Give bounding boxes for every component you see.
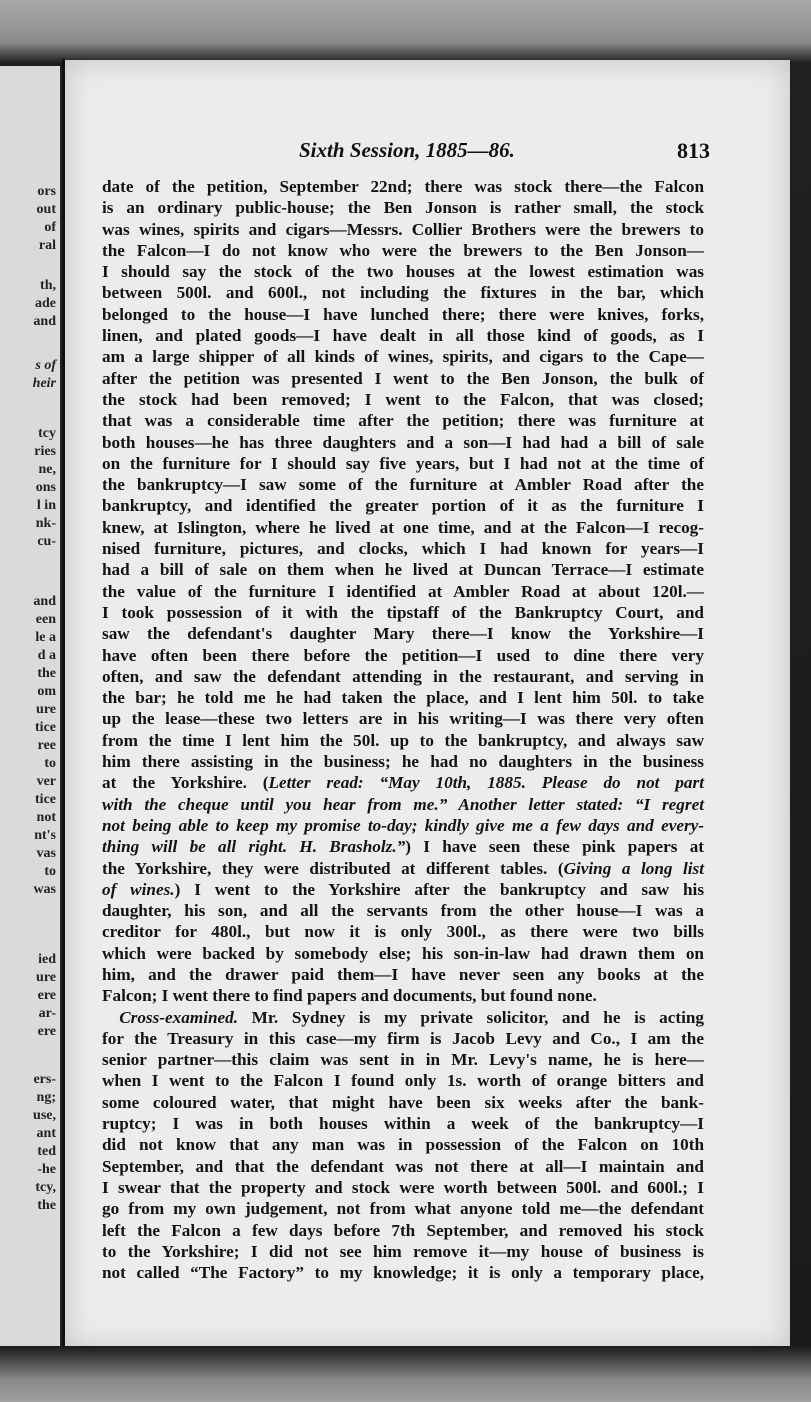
page-number: 813 bbox=[677, 138, 710, 163]
text-run: go from my own judgement, not from what anyone told me—the defendant bbox=[102, 1199, 704, 1219]
text-run: that was a considerable time after the petition; there was furniture at bbox=[102, 411, 704, 431]
text-run: senior partner—this claim was sent in in Mr. Levy's name, he is here— bbox=[102, 1050, 704, 1070]
facing-page-fragment: ral bbox=[38, 238, 56, 253]
facing-page-fragment: ied bbox=[38, 952, 56, 967]
text-line bbox=[102, 282, 704, 303]
text-line bbox=[102, 964, 704, 985]
text-line bbox=[102, 325, 704, 346]
text-run: nised furniture, pictures, and clocks, which I had known for years—I bbox=[102, 539, 704, 559]
facing-page-fragment: to bbox=[44, 864, 56, 879]
text-line bbox=[102, 1220, 704, 1241]
text-line bbox=[102, 900, 704, 921]
document-page bbox=[62, 58, 790, 1350]
text-run: the value of the furniture I identified at Ambler Road at about 120l.— bbox=[102, 581, 704, 601]
facing-page-fragment: d a bbox=[37, 648, 56, 663]
text-line bbox=[102, 1241, 704, 1262]
text-line bbox=[102, 1092, 704, 1113]
text-run: ) I went to the Yorkshire after the bankruptcy and saw his bbox=[174, 879, 705, 899]
text-run: am a large shipper of all kinds of wines, spirits, and cigars to the Cape— bbox=[102, 347, 704, 367]
text-line bbox=[102, 559, 704, 580]
text-run: from the time I lent him the 50l. up to the bankruptcy, and always saw bbox=[102, 730, 704, 750]
text-line bbox=[102, 304, 704, 325]
facing-page-fragment: tcy, bbox=[35, 1180, 56, 1195]
text-run: him there assisting in the business; he had no daughters in the business bbox=[102, 752, 704, 772]
text-line bbox=[102, 623, 704, 644]
facing-page-edge bbox=[0, 66, 63, 1346]
text-line bbox=[102, 1156, 704, 1177]
facing-page-fragment: out bbox=[36, 202, 56, 217]
text-line bbox=[102, 858, 704, 879]
body-text bbox=[102, 176, 704, 1283]
text-run: September, and that the defendant was not there at all—I maintain and bbox=[102, 1156, 704, 1176]
text-line bbox=[102, 1134, 704, 1155]
facing-page-fragment: was bbox=[33, 882, 56, 897]
text-run: the Falcon—I do not know who were the brewers to the Ben Jonson— bbox=[102, 240, 704, 260]
facing-page-fragment: ries bbox=[34, 444, 56, 459]
text-run: was wines, spirits and cigars—Messrs. Collier Brothers were the brewers to bbox=[102, 219, 704, 239]
text-run: between 500l. and 600l., not including the fixtures in the bar, which bbox=[102, 283, 704, 303]
text-line bbox=[102, 602, 704, 623]
facing-page-fragment: use, bbox=[33, 1108, 56, 1123]
text-run: did not know that any man was in possession of the Falcon on 10th bbox=[102, 1135, 704, 1155]
facing-page-fragment: ade bbox=[35, 296, 56, 311]
facing-page-fragment: ers- bbox=[33, 1072, 56, 1087]
text-run: I took possession of it with the tipstaff of the Bankruptcy Court, and bbox=[102, 602, 704, 622]
text-line bbox=[102, 261, 704, 282]
facing-page-fragment: the bbox=[37, 666, 56, 681]
facing-page-fragment: heir bbox=[32, 376, 56, 391]
running-head: Sixth Session, 1885—86. bbox=[299, 138, 515, 162]
text-line bbox=[102, 197, 704, 218]
facing-page-fragment: of bbox=[44, 220, 56, 235]
facing-page-fragment: ant bbox=[36, 1126, 56, 1141]
text-run: left the Falcon a few days before 7th September, and removed his stock bbox=[102, 1220, 704, 1240]
italic-text: with the cheque until you hear from me.” Another letter stated: “I regret bbox=[102, 794, 704, 814]
facing-page-fragment: ere bbox=[37, 1024, 56, 1039]
italic-text: Letter read: “May 10th, 1885. Please do not part bbox=[268, 773, 704, 793]
text-line bbox=[102, 1028, 704, 1049]
facing-page-fragment: le a bbox=[35, 630, 56, 645]
text-line bbox=[102, 1177, 704, 1198]
text-run: creditor for 480l., but now it is only 300l., as there were two bills bbox=[102, 922, 704, 942]
text-line bbox=[102, 517, 704, 538]
facing-page-fragment: ors bbox=[37, 184, 56, 199]
text-line bbox=[102, 708, 704, 729]
italic-text: Cross-examined. bbox=[102, 1007, 239, 1027]
facing-page-fragment: ng; bbox=[36, 1090, 56, 1105]
text-line bbox=[102, 943, 704, 964]
facing-page-fragment: ere bbox=[37, 988, 56, 1003]
text-run: not called “The Factory” to my knowledge; it is only a temporary place, bbox=[102, 1263, 704, 1283]
facing-page-fragment: th, bbox=[40, 278, 56, 293]
text-line bbox=[102, 645, 704, 666]
text-run: have often been there before the petition—I used to dine there very bbox=[102, 645, 704, 665]
text-run: up the lease—these two letters are in his writing—I was there very often bbox=[102, 709, 704, 729]
text-run: knew, at Islington, where he lived at one time, and at the Falcon—I recog- bbox=[102, 517, 704, 537]
text-line bbox=[102, 346, 704, 367]
facing-page-fragment: not bbox=[36, 810, 56, 825]
italic-text: Giving a long list bbox=[563, 858, 704, 878]
text-line bbox=[102, 751, 704, 772]
text-run: daughter, his son, and all the servants from the other house—I was a bbox=[102, 901, 704, 921]
text-run: the bankruptcy—I saw some of the furniture at Ambler Road after the bbox=[102, 475, 704, 495]
text-run: for the Treasury in this case—my firm is Jacob Levy and Co., I am the bbox=[102, 1028, 704, 1048]
text-run: date of the petition, September 22nd; there was stock there—the Falcon bbox=[102, 177, 704, 196]
text-run: Falcon; I went there to find papers and documents, but found none. bbox=[102, 986, 597, 1006]
facing-page-fragment: vas bbox=[36, 846, 56, 861]
text-run: is an ordinary public-house; the Ben Jonson is rather small, the stock bbox=[102, 198, 704, 218]
text-line bbox=[102, 581, 704, 602]
text-line bbox=[102, 368, 704, 389]
text-run: I swear that the property and stock were worth between 500l. and 600l.; I bbox=[102, 1177, 704, 1197]
text-line bbox=[102, 1070, 704, 1091]
facing-page-fragment: -he bbox=[37, 1162, 56, 1177]
facing-page-fragment: the bbox=[37, 1198, 56, 1213]
text-line bbox=[102, 1198, 704, 1219]
text-run: ) I have seen these pink papers at bbox=[405, 837, 705, 857]
text-line bbox=[102, 921, 704, 942]
facing-page-fragment: l in bbox=[36, 498, 56, 513]
text-line bbox=[102, 410, 704, 431]
facing-page-fragment: ree bbox=[37, 738, 56, 753]
text-run: the stock had been removed; I went to the Falcon, that was closed; bbox=[102, 389, 704, 409]
facing-page-fragment: ure bbox=[36, 702, 56, 717]
facing-page-fragment: ted bbox=[37, 1144, 56, 1159]
text-run: some coloured water, that might have been six weeks after the bank- bbox=[102, 1092, 704, 1112]
text-run: bankruptcy, and identified the greater portion of it as the furniture I bbox=[102, 496, 704, 516]
text-line bbox=[102, 1113, 704, 1134]
text-run: often, and saw the defendant attending in the restaurant, and serving in bbox=[102, 666, 704, 686]
facing-page-fragment: om bbox=[37, 684, 56, 699]
text-line bbox=[102, 1262, 704, 1283]
text-run: ruptcy; I was in both houses within a week of the bankruptcy—I bbox=[102, 1114, 704, 1134]
text-line bbox=[102, 240, 704, 261]
text-run: at the Yorkshire. ( bbox=[102, 773, 269, 793]
italic-text: not being able to keep my promise to-day; kindly give me a few days and every- bbox=[102, 815, 704, 835]
facing-page-fragment: tice bbox=[35, 792, 56, 807]
facing-page-fragment: and bbox=[33, 594, 56, 609]
text-line bbox=[102, 1049, 704, 1070]
text-line bbox=[102, 432, 704, 453]
italic-text: of wines. bbox=[102, 879, 175, 899]
text-run: when I went to the Falcon I found only 1s. worth of orange bitters and bbox=[102, 1071, 704, 1091]
text-line bbox=[102, 474, 704, 495]
text-line bbox=[102, 495, 704, 516]
text-run: saw the defendant's daughter Mary there—I know the Yorkshire—I bbox=[102, 624, 704, 644]
facing-page-fragment: to bbox=[44, 756, 56, 771]
text-line bbox=[102, 1007, 704, 1028]
text-run: belonged to the house—I have lunched there; there were knives, forks, bbox=[102, 304, 704, 324]
text-line bbox=[102, 389, 704, 410]
text-line bbox=[102, 985, 704, 1006]
text-run: the Yorkshire, they were distributed at different tables. ( bbox=[102, 858, 564, 878]
text-line bbox=[102, 219, 704, 240]
text-run: linen, and plated goods—I have dealt in all those kind of goods, as I bbox=[102, 326, 704, 346]
facing-page-fragment: cu- bbox=[37, 534, 56, 549]
text-run: I should say the stock of the two houses at the lowest estimation was bbox=[102, 262, 704, 282]
text-run: the bar; he told me he had taken the place, and I lent him 50l. to take bbox=[102, 688, 704, 708]
text-line bbox=[102, 730, 704, 751]
text-line bbox=[102, 538, 704, 559]
text-run: both houses—he has three daughters and a son—I had had a bill of sale bbox=[102, 432, 704, 452]
page-header bbox=[65, 138, 790, 162]
text-run: which were backed by somebody else; his son-in-law had drawn them on bbox=[102, 943, 704, 963]
facing-page-fragment: ne, bbox=[38, 462, 56, 477]
facing-page-fragment: nt's bbox=[34, 828, 56, 843]
facing-page-fragment: ver bbox=[36, 774, 56, 789]
text-line bbox=[102, 453, 704, 474]
text-line bbox=[102, 879, 704, 900]
text-line bbox=[102, 772, 704, 793]
facing-page-fragment: ons bbox=[35, 480, 56, 495]
text-run: had a bill of sale on them when he lived at Duncan Terrace—I estimate bbox=[102, 560, 704, 580]
scan-bottom-edge bbox=[0, 1346, 811, 1402]
text-line bbox=[102, 815, 704, 836]
facing-page-fragment: and bbox=[33, 314, 56, 329]
facing-page-fragment: tice bbox=[35, 720, 56, 735]
text-run: Mr. Sydney is my private solicitor, and he is acting bbox=[238, 1007, 704, 1027]
text-run: to the Yorkshire; I did not see him remove it—my house of business is bbox=[102, 1241, 704, 1261]
facing-page-fragment: tcy bbox=[38, 426, 56, 441]
facing-page-fragment: s of bbox=[35, 358, 56, 373]
facing-page-fragment: een bbox=[35, 612, 56, 627]
text-line bbox=[102, 687, 704, 708]
text-run: him, and the drawer paid them—I have never seen any books at the bbox=[102, 964, 704, 984]
facing-page-fragment: nk- bbox=[35, 516, 56, 531]
text-line bbox=[102, 836, 704, 857]
text-line bbox=[102, 666, 704, 687]
text-line bbox=[102, 176, 704, 197]
text-run: on the furniture for I should say five years, but I had not at the time of bbox=[102, 453, 704, 473]
text-line bbox=[102, 794, 704, 815]
italic-text: thing will be all right. H. Brasholz.” bbox=[102, 837, 406, 857]
facing-page-fragment: ar- bbox=[38, 1006, 56, 1021]
text-run: after the petition was presented I went to the Ben Jonson, the bulk of bbox=[102, 368, 704, 388]
facing-page-fragment: ure bbox=[36, 970, 56, 985]
